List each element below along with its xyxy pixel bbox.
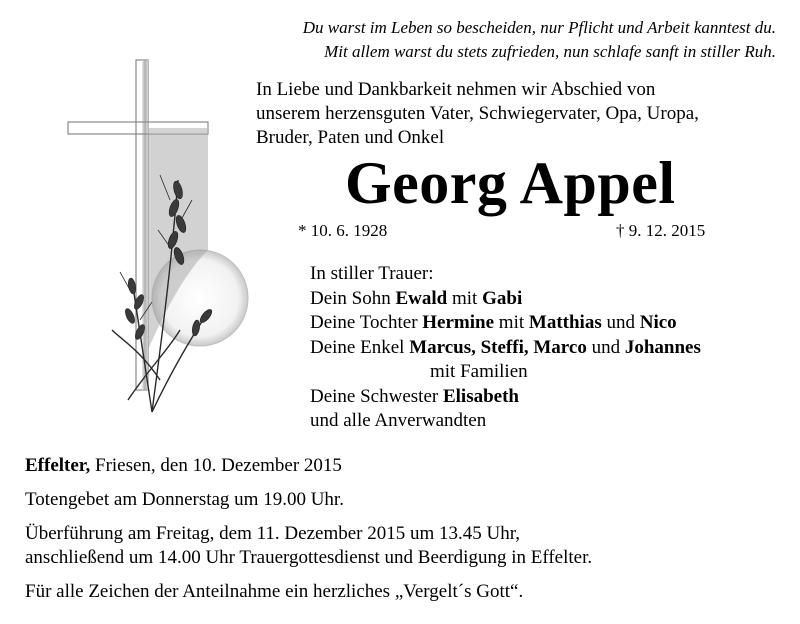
mourner-relation: Deine Tochter	[310, 312, 418, 333]
mourner-sister	[310, 385, 790, 410]
mourner-name: Hermine	[422, 312, 495, 333]
service-line: anschließend um 14.00 Uhr Trauergottesdienst und Beerdigung in Effelter.	[25, 547, 593, 568]
mourner-name: Marcus,	[409, 336, 476, 358]
mourner-name: Johannes	[624, 336, 701, 358]
mourner-relation: Dein Sohn	[310, 287, 391, 309]
joiner-text: und	[606, 312, 635, 333]
mourner-daughter	[310, 311, 790, 336]
birth-date: * 10. 6. 1928	[298, 221, 388, 240]
intro-line: Bruder, Paten und Onkel	[256, 127, 445, 148]
place-name: Effelter,	[25, 455, 91, 476]
joiner-text: und	[591, 336, 621, 358]
mourner-name: Ewald	[395, 287, 448, 309]
mourner-name: Matthias	[528, 312, 602, 333]
mourner-name: Elisabeth	[442, 385, 519, 407]
mourner-son	[310, 287, 790, 312]
mourner-relation: Deine Enkel	[310, 336, 405, 358]
intro-line: unserem herzensguten Vater, Schwiegervater, Opa, Uropa,	[256, 103, 699, 124]
prayer-line: Totengebet am Donnerstag um 19.00 Uhr.	[25, 489, 344, 510]
funeral-details	[25, 454, 785, 604]
mourner-relatives: und alle Anverwandten	[310, 410, 487, 431]
cross-wheat-illustration	[60, 50, 250, 430]
mourner-name: Gabi	[482, 287, 523, 309]
mourners-heading: In stiller Trauer:	[310, 263, 434, 284]
thanks-line: Für alle Zeichen der Anteilnahme ein herzliches „Vergelt´s Gott“.	[25, 581, 524, 602]
deceased-name: Georg Appel	[345, 150, 676, 216]
poem-line: Mit allem warst du stets zufrieden, nun schlafe sanft in stiller Ruh.	[324, 42, 776, 61]
mourner-grandchildren	[310, 336, 790, 361]
intro-line: In Liebe und Dankbarkeit nehmen wir Abschied von	[256, 79, 656, 100]
mourner-name: Marco	[533, 336, 587, 358]
place-date-text: Friesen, den 10. Dezember 2015	[95, 455, 342, 476]
memorial-poem	[216, 16, 776, 64]
farewell-intro	[256, 78, 796, 150]
mourner-name: Nico	[639, 312, 677, 333]
poem-line: Du warst im Leben so bescheiden, nur Pflicht und Arbeit kanntest du.	[302, 18, 776, 37]
joiner-text: mit	[498, 312, 525, 333]
place-date-line	[25, 454, 785, 478]
mourner-families: mit Familien	[430, 361, 528, 382]
death-date: † 9. 12. 2015	[616, 221, 706, 240]
joiner-text: mit	[452, 287, 478, 309]
mourner-relation: Deine Schwester	[310, 385, 439, 407]
mourner-name: Steffi,	[480, 336, 529, 358]
mourners-list	[310, 262, 790, 434]
transfer-line: Überführung am Freitag, dem 11. Dezember 2015 um 13.45 Uhr,	[25, 523, 521, 544]
